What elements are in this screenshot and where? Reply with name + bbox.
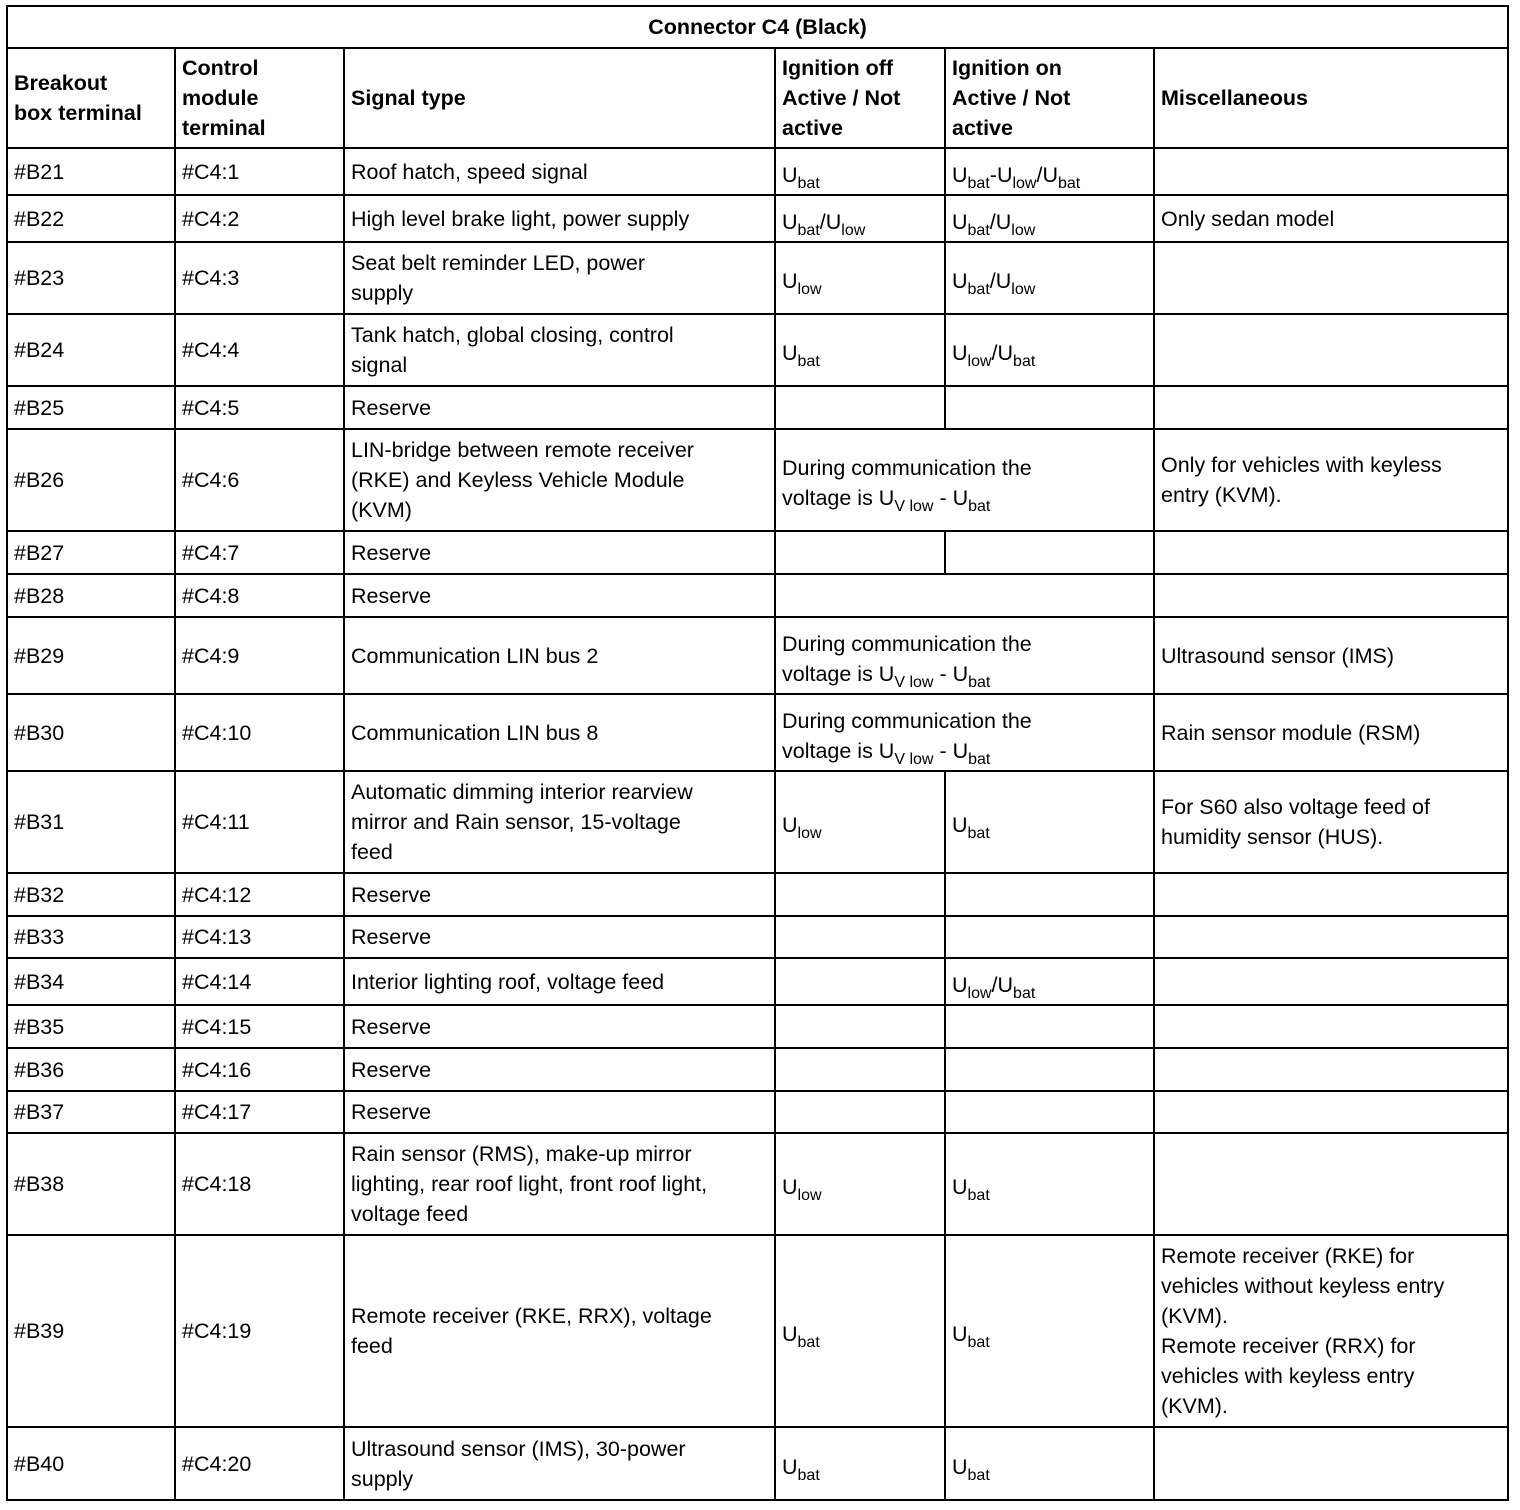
cell-miscellaneous [1154, 314, 1508, 386]
cell-miscellaneous [1154, 574, 1508, 617]
cell-ignition-on [945, 242, 1154, 314]
value-subscript: bat [797, 1334, 820, 1351]
cell-control-module-terminal: #C4:8 [175, 574, 344, 617]
table-row [7, 1005, 1508, 1048]
cell-miscellaneous [1154, 873, 1508, 916]
table-row [7, 429, 1508, 531]
header-signal-type: Signal type [344, 48, 775, 148]
cell-miscellaneous: Only for vehicles with keyless entry (KVM). [1154, 429, 1508, 531]
cell-ignition-on [945, 1427, 1154, 1500]
value-subscript: bat [968, 673, 991, 691]
value-text: U [782, 162, 798, 187]
cell-ignition-on [945, 314, 1154, 386]
value-subscript: low [841, 221, 866, 239]
cell-breakout-terminal: #B33 [7, 916, 175, 958]
voltage-value [952, 1322, 990, 1351]
value-text: /U [991, 341, 1014, 365]
cell-breakout-terminal: #B21 [7, 148, 175, 195]
value-text: U [782, 269, 798, 293]
value-subscript: bat [1013, 984, 1036, 1002]
cell-control-module-terminal: #C4:5 [175, 386, 344, 429]
cell-ignition-off [775, 1235, 945, 1427]
cell-miscellaneous: For S60 also voltage feed of humidity sensor (HUS). [1154, 771, 1508, 873]
value-text: U [952, 1322, 968, 1346]
value-text: During communication the voltage is U [782, 708, 1032, 763]
value-subscript: bat [967, 1466, 990, 1484]
cell-control-module-terminal: #C4:19 [175, 1235, 344, 1427]
cell-control-module-terminal: #C4:13 [175, 916, 344, 958]
cell-miscellaneous: Remote receiver (RKE) for vehicles without keyless entry (KVM). Remote receiver (RRX) for vehicles with keyless entry (KVM). [1154, 1235, 1508, 1427]
header-row [7, 48, 1508, 148]
cell-breakout-terminal: #B36 [7, 1048, 175, 1091]
cell-miscellaneous: Only sedan model [1154, 195, 1508, 242]
table-body [7, 148, 1508, 1500]
cell-ignition-off [775, 531, 945, 574]
value-subscript: bat [1057, 174, 1081, 192]
cell-ignition-off [775, 771, 945, 873]
value-text: U [952, 209, 968, 234]
cell-signal-type: LIN-bridge between remote receiver (RKE) and Keyless Vehicle Module (KVM) [344, 429, 775, 531]
cell-ignition-off [775, 574, 1154, 617]
cell-miscellaneous [1154, 1005, 1508, 1048]
cell-miscellaneous [1154, 1427, 1508, 1500]
cell-miscellaneous [1154, 1091, 1508, 1133]
value-subscript: bat [797, 221, 820, 239]
cell-control-module-terminal: #C4:14 [175, 958, 344, 1005]
cell-breakout-terminal: #B39 [7, 1235, 175, 1427]
cell-ignition-off [775, 617, 1154, 694]
value-subscript: low [967, 353, 992, 370]
cell-ignition-off [775, 958, 945, 1005]
value-subscript: bat [797, 1466, 820, 1484]
table-row [7, 617, 1508, 694]
value-subscript: low [1011, 281, 1036, 298]
value-subscript: V low [894, 673, 934, 691]
value-text: /U [819, 209, 842, 234]
cell-miscellaneous [1154, 916, 1508, 958]
table-row [7, 386, 1508, 429]
cell-signal-type: High level brake light, power supply [344, 195, 775, 242]
voltage-value [952, 1175, 990, 1204]
cell-control-module-terminal: #C4:11 [175, 771, 344, 873]
connector-c4-table [6, 5, 1509, 1501]
table-row [7, 1048, 1508, 1091]
cell-control-module-terminal: #C4:3 [175, 242, 344, 314]
cell-breakout-terminal: #B25 [7, 386, 175, 429]
cell-ignition-on [945, 148, 1154, 195]
cell-ignition-off [775, 429, 1154, 531]
value-text: U [782, 341, 798, 365]
cell-ignition-on [945, 1048, 1154, 1091]
value-text: U [952, 1454, 968, 1479]
voltage-value [782, 631, 1032, 691]
cell-ignition-on [945, 916, 1154, 958]
cell-breakout-terminal: #B34 [7, 958, 175, 1005]
cell-breakout-terminal: #B27 [7, 531, 175, 574]
cell-ignition-off [775, 1005, 945, 1048]
value-text: U [952, 813, 968, 837]
cell-ignition-on [945, 1005, 1154, 1048]
cell-ignition-off [775, 916, 945, 958]
table-row [7, 574, 1508, 617]
value-subscript: low [1011, 221, 1036, 239]
cell-breakout-terminal: #B26 [7, 429, 175, 531]
voltage-value [782, 456, 1032, 515]
cell-signal-type: Remote receiver (RKE, RRX), voltage feed [344, 1235, 775, 1427]
table-row [7, 958, 1508, 1005]
value-subscript: low [797, 281, 822, 298]
cell-control-module-terminal: #C4:2 [175, 195, 344, 242]
value-text: /U [991, 972, 1014, 997]
value-text: - U [933, 486, 969, 510]
table-row [7, 1133, 1508, 1235]
value-subscript: bat [968, 498, 991, 515]
cell-ignition-on [945, 873, 1154, 916]
cell-control-module-terminal: #C4:1 [175, 148, 344, 195]
cell-signal-type: Rain sensor (RMS), make-up mirror lighting, rear roof light, front roof light, voltage feed [344, 1133, 775, 1235]
table-row [7, 1091, 1508, 1133]
cell-breakout-terminal: #B22 [7, 195, 175, 242]
table-row [7, 148, 1508, 195]
value-text: /U [989, 209, 1012, 234]
value-text: U [782, 813, 798, 837]
value-subscript: bat [967, 825, 990, 842]
value-text: /U [1036, 162, 1058, 187]
cell-ignition-off [775, 148, 945, 195]
cell-signal-type: Reserve [344, 1005, 775, 1048]
value-subscript: bat [797, 353, 820, 370]
cell-miscellaneous [1154, 531, 1508, 574]
table-row [7, 314, 1508, 386]
cell-miscellaneous [1154, 148, 1508, 195]
cell-signal-type: Reserve [344, 574, 775, 617]
cell-miscellaneous [1154, 242, 1508, 314]
value-subscript: bat [967, 1334, 990, 1351]
cell-ignition-off [775, 242, 945, 314]
cell-signal-type: Reserve [344, 916, 775, 958]
value-text: U [782, 1175, 798, 1199]
cell-breakout-terminal: #B32 [7, 873, 175, 916]
cell-ignition-off [775, 195, 945, 242]
cell-miscellaneous: Ultrasound sensor (IMS) [1154, 617, 1508, 694]
cell-breakout-terminal: #B37 [7, 1091, 175, 1133]
cell-control-module-terminal: #C4:17 [175, 1091, 344, 1133]
cell-miscellaneous [1154, 958, 1508, 1005]
value-text: - U [933, 661, 969, 686]
header-ignition-off: Ignition off Active / Not active [775, 48, 945, 148]
cell-miscellaneous: Rain sensor module (RSM) [1154, 694, 1508, 771]
cell-signal-type: Automatic dimming interior rearview mirror and Rain sensor, 15-voltage feed [344, 771, 775, 873]
cell-breakout-terminal: #B28 [7, 574, 175, 617]
value-subscript: low [1012, 174, 1037, 192]
cell-control-module-terminal: #C4:15 [175, 1005, 344, 1048]
voltage-value [782, 1175, 822, 1204]
cell-ignition-on [945, 771, 1154, 873]
voltage-value [782, 708, 1032, 768]
value-subscript: bat [797, 174, 820, 192]
value-subscript: bat [967, 281, 990, 298]
cell-ignition-on [945, 1091, 1154, 1133]
table-row [7, 771, 1508, 873]
cell-ignition-on [945, 1235, 1154, 1427]
value-subscript: bat [967, 221, 990, 239]
value-text: U [952, 972, 968, 997]
cell-control-module-terminal: #C4:7 [175, 531, 344, 574]
value-subscript: low [967, 984, 992, 1002]
table-row [7, 242, 1508, 314]
value-text: During communication the voltage is U [782, 456, 1032, 510]
value-subscript: V low [894, 750, 934, 768]
cell-ignition-on [945, 195, 1154, 242]
cell-signal-type: Ultrasound sensor (IMS), 30-power supply [344, 1427, 775, 1500]
cell-breakout-terminal: #B40 [7, 1427, 175, 1500]
cell-signal-type: Communication LIN bus 8 [344, 694, 775, 771]
cell-signal-type: Reserve [344, 531, 775, 574]
value-subscript: V low [894, 498, 934, 515]
voltage-value [782, 813, 822, 842]
cell-breakout-terminal: #B31 [7, 771, 175, 873]
table-row [7, 531, 1508, 574]
cell-ignition-off [775, 1091, 945, 1133]
cell-breakout-terminal: #B38 [7, 1133, 175, 1235]
cell-control-module-terminal: #C4:4 [175, 314, 344, 386]
voltage-value [952, 209, 1036, 239]
table-title: Connector C4 (Black) [7, 6, 1508, 48]
cell-ignition-off [775, 1427, 945, 1500]
cell-control-module-terminal: #C4:12 [175, 873, 344, 916]
table-row [7, 195, 1508, 242]
cell-control-module-terminal: #C4:16 [175, 1048, 344, 1091]
voltage-value [782, 209, 866, 239]
cell-breakout-terminal: #B24 [7, 314, 175, 386]
cell-signal-type: Reserve [344, 386, 775, 429]
voltage-value [782, 341, 820, 370]
voltage-value [952, 1454, 990, 1484]
cell-breakout-terminal: #B35 [7, 1005, 175, 1048]
cell-ignition-off [775, 1133, 945, 1235]
cell-ignition-on [945, 386, 1154, 429]
cell-control-module-terminal: #C4:9 [175, 617, 344, 694]
table-row [7, 1235, 1508, 1427]
value-subscript: bat [967, 1187, 990, 1204]
cell-ignition-off [775, 386, 945, 429]
voltage-value [782, 269, 822, 298]
value-text: U [952, 269, 968, 293]
cell-ignition-on [945, 958, 1154, 1005]
table-row [7, 694, 1508, 771]
cell-breakout-terminal: #B29 [7, 617, 175, 694]
value-text: -U [989, 162, 1013, 187]
cell-ignition-on [945, 531, 1154, 574]
voltage-value [952, 972, 1036, 1002]
value-text: During communication the voltage is U [782, 631, 1032, 686]
cell-control-module-terminal: #C4:18 [175, 1133, 344, 1235]
value-text: U [782, 209, 798, 234]
value-text: /U [989, 269, 1012, 293]
cell-ignition-off [775, 1048, 945, 1091]
cell-control-module-terminal: #C4:6 [175, 429, 344, 531]
voltage-value [952, 341, 1036, 370]
cell-control-module-terminal: #C4:20 [175, 1427, 344, 1500]
value-text: U [782, 1454, 798, 1479]
header-control-module-terminal: Control module terminal [175, 48, 344, 148]
value-text: U [952, 341, 968, 365]
cell-signal-type: Interior lighting roof, voltage feed [344, 958, 775, 1005]
value-text: U [952, 1175, 968, 1199]
cell-signal-type: Reserve [344, 873, 775, 916]
voltage-value [952, 813, 990, 842]
voltage-value [782, 1322, 820, 1351]
cell-breakout-terminal: #B23 [7, 242, 175, 314]
value-text: U [782, 1322, 798, 1346]
cell-miscellaneous [1154, 386, 1508, 429]
header-ignition-on: Ignition on Active / Not active [945, 48, 1154, 148]
cell-signal-type: Tank hatch, global closing, control signal [344, 314, 775, 386]
table-row [7, 916, 1508, 958]
cell-ignition-off [775, 694, 1154, 771]
header-breakout-terminal: Breakout box terminal [7, 48, 175, 148]
cell-miscellaneous [1154, 1133, 1508, 1235]
cell-signal-type: Seat belt reminder LED, power supply [344, 242, 775, 314]
voltage-value [952, 162, 1081, 192]
cell-control-module-terminal: #C4:10 [175, 694, 344, 771]
voltage-value [952, 269, 1036, 298]
value-text: U [952, 162, 968, 187]
table-row [7, 873, 1508, 916]
cell-breakout-terminal: #B30 [7, 694, 175, 771]
value-subscript: low [797, 1187, 822, 1204]
cell-miscellaneous [1154, 1048, 1508, 1091]
header-miscellaneous: Miscellaneous [1154, 48, 1508, 148]
cell-ignition-off [775, 314, 945, 386]
voltage-value [782, 162, 820, 192]
value-subscript: bat [968, 750, 991, 768]
cell-ignition-off [775, 873, 945, 916]
cell-signal-type: Reserve [344, 1091, 775, 1133]
table-row [7, 1427, 1508, 1500]
value-subscript: low [797, 825, 822, 842]
cell-ignition-on [945, 1133, 1154, 1235]
value-text: - U [933, 738, 969, 763]
voltage-value [782, 1454, 820, 1484]
cell-signal-type: Communication LIN bus 2 [344, 617, 775, 694]
value-subscript: bat [967, 174, 990, 192]
cell-signal-type: Reserve [344, 1048, 775, 1091]
cell-signal-type: Roof hatch, speed signal [344, 148, 775, 195]
value-subscript: bat [1013, 353, 1036, 370]
